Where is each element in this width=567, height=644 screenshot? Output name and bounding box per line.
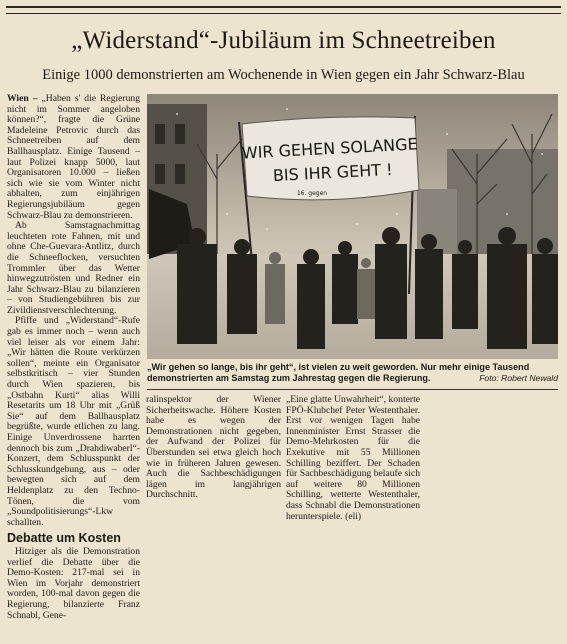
dateline: Wien – bbox=[7, 93, 38, 104]
column-2 bbox=[146, 395, 281, 640]
caption-text: „Wir gehen so lange, bis ihr geht“, ist vielen zu weit geworden. Nur mehr einige Tausend demonstrierten am Samstag zum Jahrestag gegen die Regierung. bbox=[147, 362, 530, 383]
paragraph-1-text: „Haben s' die Regierung nicht im Sommer angeloben können?“, fragte die Grüne Madeleine Petrovic durch das Schneetreiben auf dem Ballhausplatz. Einige Tausend – laut Polizei knapp 5000, laut Organisatoren 10.000 – ließen sich wie sie vom Winter nicht abhalten, zum einjährigen Regierungsjubiläum gegen Schwarz-Blau zu demonstrieren. bbox=[7, 93, 140, 221]
column-1 bbox=[7, 94, 140, 642]
column-3 bbox=[286, 395, 420, 640]
photo-caption bbox=[147, 362, 558, 384]
paragraph-3: Pfiffe und „Widerstand“-Rufe gab es immer noch – wenn auch viel leiser als vor einem Jahr: „Wir hätten die Route verkürzen sollen“, meinte ein Organisator selbstkritisch – vier Stunden durch Wien spazieren, bis „Ostbahn Kurti“ alias Willi Resetarits um 18 Uhr mit „Grüß Sie“ auf dem Ballhausplatz begrüßte, wurde etlichen zu lang. Einige Unverdrossene harrten dennoch bis zum „Drahdiwaberl“-Konzert, dem Schlusspunkt der Schlusskundgebung, aus – oder bewegten sich auf dem Heldenplatz zu den Techno-Tönen, die vom „Soundpolitisierungs“-Lkw schallten. bbox=[7, 315, 140, 528]
banner-text-1: WIR GEHEN SOLANGE bbox=[241, 134, 419, 163]
photo-illustration bbox=[147, 94, 558, 359]
paragraph-4: Hitziger als die Demonstration verlief die Debatte über die Demo-Kosten: 217-mal sei in Wien im Vorjahr demonstriert worden, 100-mal davon gegen die Regierung, bilanzierte Franz Schnabl, Gene- bbox=[7, 545, 140, 621]
banner-text-small: 16. gegen bbox=[296, 190, 328, 197]
headline: „Widerstand“-Jubiläum im Schneetreiben bbox=[71, 27, 496, 54]
photo-credit: Foto: Robert Newald bbox=[479, 373, 558, 383]
caption-rule bbox=[147, 389, 558, 390]
paragraph-5: ralinspektor der Wiener Sicherheitswache. Höhere Kosten habe es wegen der Demonstrationen nicht gegeben, der Aufwand der Polizei für Überstunden sei etwa gleich hoch wie in früheren Jahren gewesen. Auch die Sachbeschädigungen lägen im langjährigen Durchschnitt. bbox=[146, 394, 281, 501]
top-rule bbox=[6, 6, 561, 14]
demonstration-photo bbox=[147, 94, 558, 359]
subhead: Einige 1000 demonstrierten am Wochenende in Wien gegen ein Jahr Schwarz-Blau bbox=[42, 67, 525, 83]
banner-text-2: BIS IHR GEHT ! bbox=[272, 159, 393, 186]
section-title: Debatte um Kosten bbox=[7, 531, 121, 546]
paragraph-6: „Eine glatte Unwahrheit“, konterte FPÖ-Klubchef Peter Westenthaler. Erst vor wenigen Tagen habe Innenminister Ernst Strasser die Demo-Mehrkosten für die Exekutive mit 55 Millionen Schilling beziffert. Der Schaden für Sachbeschädigung belaufe sich auf weitere 80 Millionen Schilling, wetterte Westenthaler, dass Schnabl die Demonstrationen herunterspiele. (eli) bbox=[286, 394, 420, 522]
blank-area bbox=[425, 395, 560, 640]
paragraph-2: Ab Samstagnachmittag leuchteten rote Fahnen, mit und ohne Che-Guevara-Antlitz, durch die Schneeflocken, versuchten Trommler über das Wetter hinwegzutrösten und Redner ein Jahr Schwarz-Blau zu bilanzieren – von Studiengebühren bis zur Zivildienstverschlechterung. bbox=[7, 220, 140, 316]
paragraph-1 bbox=[7, 94, 140, 221]
